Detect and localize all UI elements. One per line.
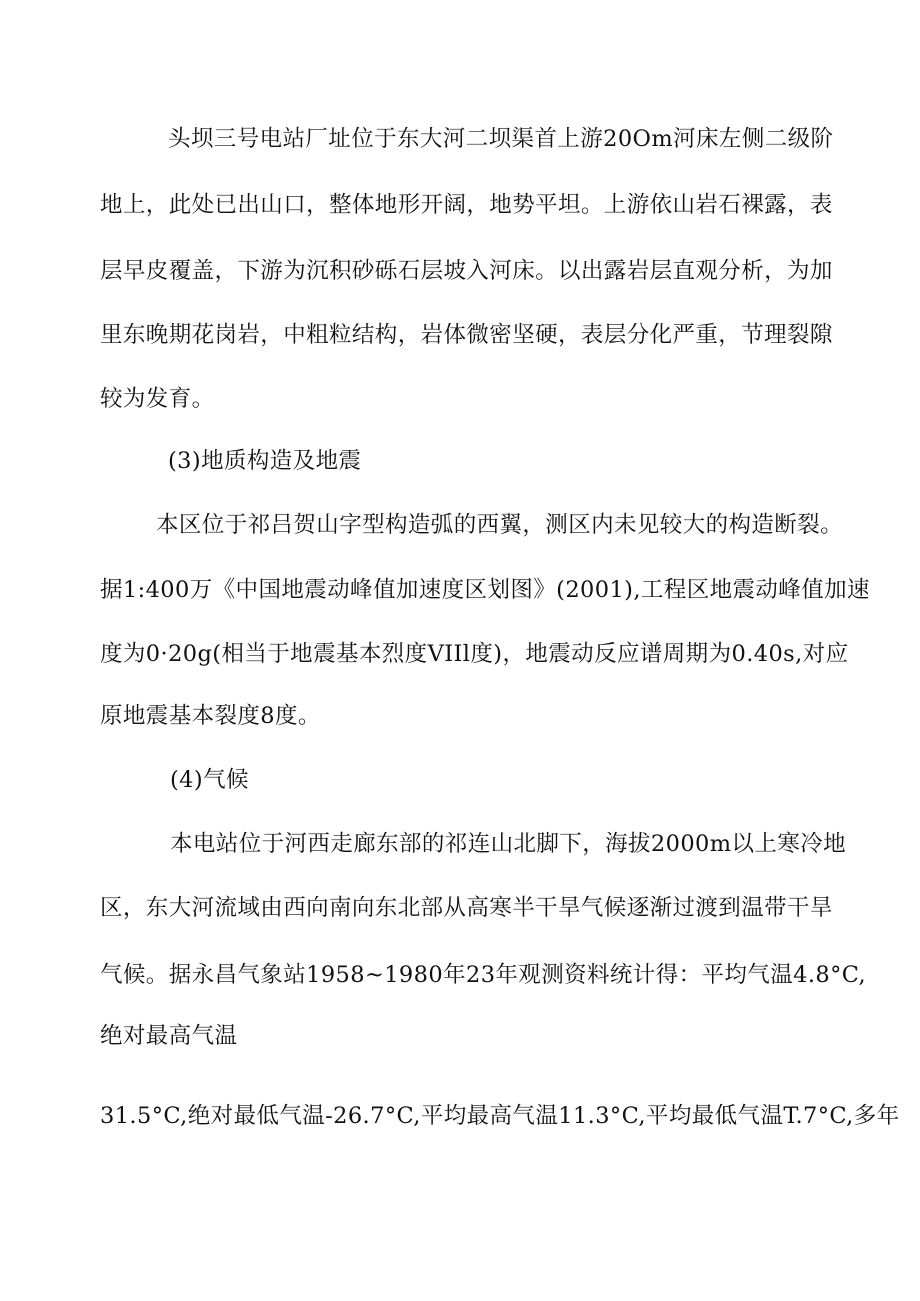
paragraph-climate-line-4: 绝对最高气温 xyxy=(100,1023,238,1049)
paragraph-geology-line-3: 度为0·20g(相当于地震基本烈度VIIl度)，地震动反应谱周期为0.40s,对应 xyxy=(100,641,849,667)
paragraph-site-line-4: 里东晚期花岗岩，中粗粒结构，岩体微密坚硬，表层分化严重，节理裂隙 xyxy=(100,322,833,348)
paragraph-site-line-1: 头坝三号电站厂址位于东大河二坝渠首上游20Om河床左侧二级阶 xyxy=(168,126,834,152)
paragraph-site-line-2: 地上，此处已出山口，整体地形开阔，地势平坦。上游依山岩石裸露，表 xyxy=(100,192,833,218)
paragraph-geology-line-1: 本区位于祁吕贺山字型构造弧的西翼，测区内未见较大的构造断裂。 xyxy=(156,512,844,538)
section-heading-geology: (3)地质构造及地震 xyxy=(168,448,362,474)
paragraph-geology-line-2: 据1:400万《中国地震动峰值加速度区划图》(2001),工程区地震动峰值加速 xyxy=(100,577,870,603)
paragraph-geology-line-4: 原地震基本裂度8度。 xyxy=(100,703,321,729)
paragraph-site-line-3: 层早皮覆盖，下游为沉积砂砾石层坡入河床。以出露岩层直观分析，为加 xyxy=(100,258,833,284)
paragraph-climate-line-2: 区，东大河流域由西向南向东北部从高寒半干旱气候逐渐过渡到温带干旱 xyxy=(100,895,833,921)
paragraph-climate-line-3: 气候。据永昌气象站1958~1980年23年观测资料统计得：平均气温4.8°C, xyxy=(100,962,867,988)
paragraph-climate-line-5: 31.5°C,绝对最低气温-26.7°C,平均最高气温11.3°C,平均最低气温T.7°C,多年 xyxy=(100,1103,900,1129)
paragraph-site-line-5: 较为发育。 xyxy=(100,386,215,412)
section-heading-climate: (4)气候 xyxy=(170,767,249,793)
paragraph-climate-line-1: 本电站位于河西走廊东部的祁连山北脚下，海拔2000m以上寒冷地 xyxy=(170,831,846,857)
